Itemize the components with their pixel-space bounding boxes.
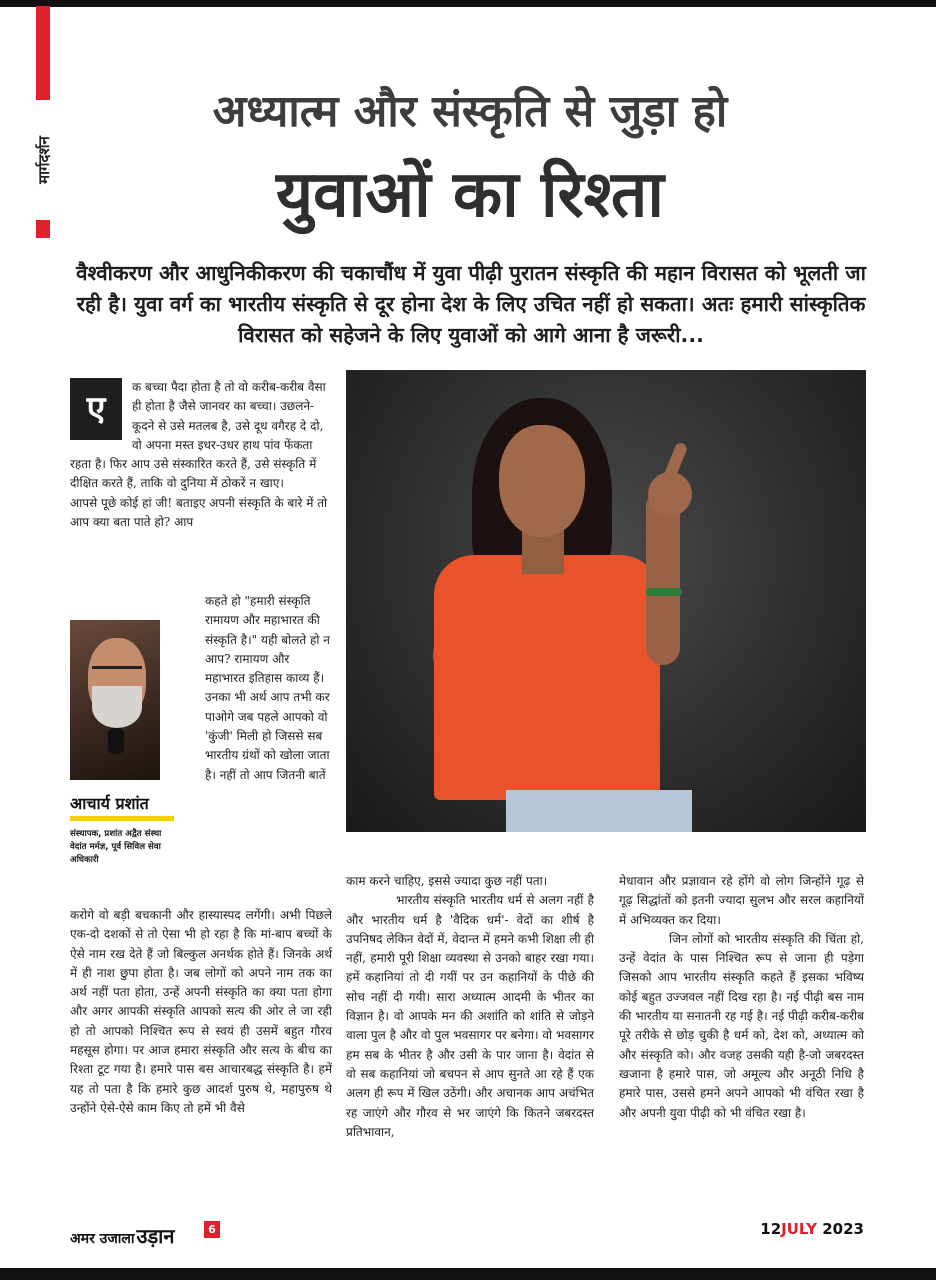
standfirst: वैश्वीकरण और आधुनिकीकरण की चकाचौंध में युवा पीढ़ी पुरातन संस्कृति की महान विरासत को भूलती जा रही है। युवा वर्ग का भारतीय संस्कृति से दूर होना देश के लिए उचित नहीं हो सकता। अतः हमारी सांस्कृतिक विरासत को सहेजने के लिए युवाओं को आगे आना है जरूरी...	[76, 261, 866, 347]
headline-line2: युवाओं का रिश्ता	[276, 158, 664, 232]
brand-name: उड़ान	[136, 1224, 175, 1248]
main-photo	[346, 370, 866, 832]
photo-shirt	[434, 555, 660, 800]
footer-publication	[70, 1222, 174, 1249]
top-border	[0, 0, 936, 7]
author-glasses	[92, 666, 142, 679]
date-month: JULY	[781, 1220, 818, 1238]
article-column-1-narrow: कहते हो "हमारी संस्कृति रामायण और महाभारत की संस्कृति है।" यही बोलते हो न आप? रामायण और महाभारत इतिहास काव्य हैं। उनका भी अर्थ आप तभी कर पाओगे जब पहले आपको वो 'कुंजी' मिली हो जिससे सब भारतीय ग्रंथों को खोला जाता है। नहीं तो आप जितनी बातें	[205, 594, 330, 782]
photo-arm-right	[646, 490, 680, 665]
section-label: मार्गदर्शन	[35, 136, 53, 184]
author-description: संस्थापक, प्रशांत अद्वैत संस्था वेदांत मर्मज्ञ, पूर्व सिविल सेवा अधिकारी	[70, 829, 162, 865]
article-paragraph: क बच्चा पैदा होता है तो वो करीब-करीब वैसा ही होता है जैसे जानवर का बच्चा। उछलने-कूदने से उसे मतलब है, उसे दूध वगैरह दे दो, वो अपना मस्त इधर-उधर हाथ पांव फेंकता रहता है। फिर आप उसे संस्कारित करते हैं, उसे संस्कृति में दीक्षित करते हैं, ताकि वो दुनिया में ठोकरें न खाए।	[70, 380, 326, 491]
article-column-3	[619, 872, 864, 1123]
article-column-2	[346, 872, 594, 1142]
photo-jeans	[506, 790, 692, 832]
headline-line1: अध्यात्म और संस्कृति से जुड़ा हो	[212, 86, 728, 137]
article-paragraph: भारतीय संस्कृति भारतीय धर्म से अलग नहीं है और भारतीय धर्म है 'वैदिक धर्म'- वेदों का शीर्ष है उपनिषद लेकिन वेदों में, वेदान्त में हमने कभी शिक्षा ली ही नहीं, हमारी पूरी शिक्षा व्यवस्था से उनको बाहर रखा गया। हमें कहानियां तो दी गयीं पर उन कहानियों के पीछे की सोच नहीं दी गयी। सारा अध्यात्म आदमी के भीतर का विज्ञान है। वो आपके मन की अशांति को शांति से जोड़ने वाला पुल है और वो पुल भवसागर पर बनेगा। वो भवसागर हम सब के भीतर है और उसी के पार जाना है। वेदांत से वो सब कहानियां जो बचपन से आप सुनते आ रहे हैं एक अलग ही रूप में खिल उठेंगी। और अचानक आप अचंभित रह जाएंगे और गौरव से भर जाएंगे कि कितने जबरदस्त प्रतिभावान,	[346, 893, 594, 1139]
article-paragraph: काम करने चाहिए, इससे ज्यादा कुछ नहीं पता।	[346, 874, 548, 888]
article-column-1-bottom: करोगे वो बड़ी बचकानी और हास्यास्पद लगेंगी। अभी पिछले एक-दो दशकों से तो ऐसा भी हो रहा है कि मां-बाप बच्चों के ऐसे नाम रख देते हैं जो बिल्कुल अनर्थक होते हैं। जिनके अर्थ में ही नाश छुपा होता है। जब लोगों को अपने नाम तक का अर्थ नहीं पता होता, उन्हें अपनी संस्कृति का क्या पता होगा और अगर आपकी संस्कृति आपको सत्य की ओर ले जा रही हो तो आपको निश्चित रूप से स्वयं ही उसमें बहुत गौरव महसूस होगा। पर आज हमारा संस्कृति और सत्य के बीच का रिश्ता टूट गया है। हमारे पास बस आचारबद्ध संस्कृति है। हमें यह तो पता है कि हमारे कुछ आदर्श पुरुष थे, महापुरुष थे उन्होंने ऐसे-ऐसे काम किए तो हमें भी वैसे	[70, 908, 332, 1115]
article-column-1-top	[70, 378, 332, 532]
page-number: 6	[204, 1221, 220, 1238]
author-beard	[92, 686, 142, 728]
article-paragraph: मेधावान और प्रज्ञावान रहे होंगे वो लोग जिन्होंने गूढ़ से गूढ़ सिद्धांतों को इतनी ज्यादा सुलभ और सरल कहानियों में अभिव्यक्त कर दिया।	[619, 874, 864, 927]
date-year: 2023	[822, 1220, 864, 1238]
publication-name: अमर उजाला	[70, 1231, 135, 1247]
date-day: 12	[760, 1220, 782, 1238]
photo-bracelet	[646, 588, 682, 596]
drop-cap: ए	[70, 378, 122, 440]
author-photo	[70, 620, 160, 780]
footer-date	[754, 1220, 864, 1238]
bottom-border	[0, 1268, 936, 1280]
author-underline	[70, 816, 174, 821]
author-name: आचार्य प्रशांत	[70, 794, 149, 813]
photo-face	[499, 425, 585, 537]
article-paragraph: जिन लोगों को भारतीय संस्कृति की चिंता हो, उन्हें वेदांत के पास निश्चित रूप से जाना ही पड़ेगा जिसको आप भारतीय संस्कृति कहते हैं इसका भविष्य कोई बहुत उज्जवल नहीं दिख रहा है। नई पीढ़ी बस नाम की भारतीय या सनातनी रह गई है। नई पीढ़ी करीब-करीब पूरे तरीके से छोड़ चुकी है धर्म को, देश को, अध्यात्म को और संस्कृति को। और वजह उसकी यही है-जो जबरदस्त खजाना है हमारे पास, जो अमूल्य और अनूठी निधि है हमारे पास, उससे हमने अपने आपको भी वंचित रखा है और अपनी युवा पीढ़ी को भी वंचित रखा है।	[619, 931, 864, 1120]
microphone-icon	[108, 728, 124, 754]
section-marker-top	[36, 6, 50, 100]
photo-hand	[648, 472, 692, 516]
section-marker-bottom	[36, 220, 50, 238]
article-paragraph: आपसे पूछे कोई हां जी! बताइए अपनी संस्कृति के बारे में तो आप क्या बता पाते हो? आप	[70, 495, 328, 530]
